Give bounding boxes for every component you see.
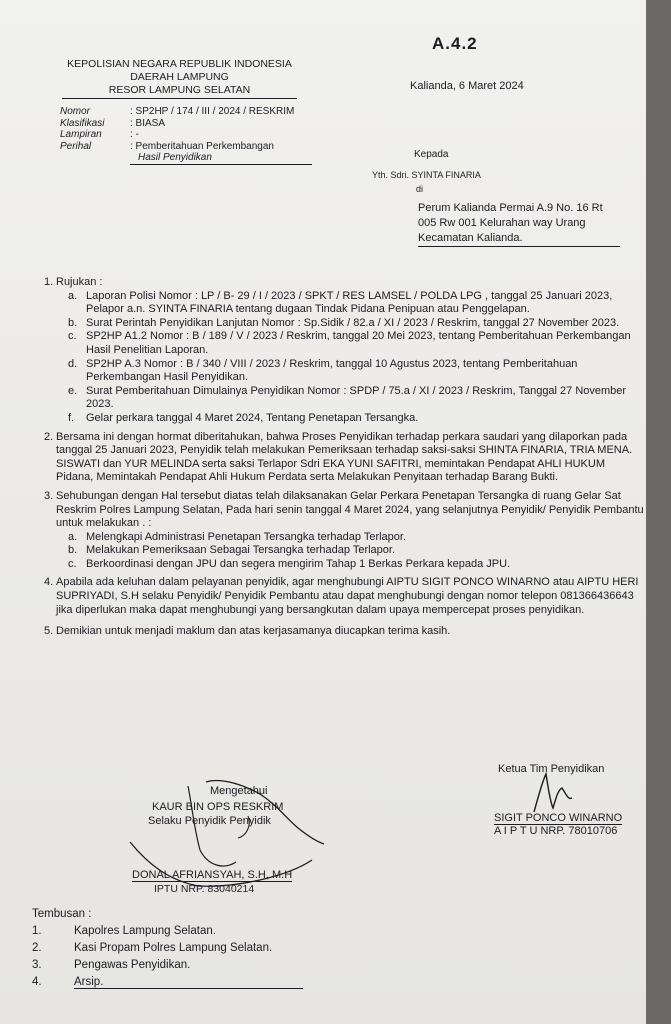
left-line2: KAUR BIN OPS RESKRIM [152,801,284,813]
left-line1: Mengetahui [210,785,268,797]
section-5-closing [44,625,644,639]
section-4 [44,576,644,617]
item-text: SP2HP A.3 Nomor : B / 340 / VIII / 2023 / Reskrim, tanggal 10 Agustus 2023, tentang Pemberitahuan Perkembangan Hasil Penyidikan. [86,357,578,384]
item-text: Melakukan Pemeriksaan Sebagai Tersangka terhadap Terlapor. [86,544,396,557]
letterhead-line: RESOR LAMPUNG SELATAN [62,84,297,99]
place-date: Kalianda, 6 Maret 2024 [410,80,524,92]
item-text: Melengkapi Administrasi Penetapan Tersangka terhadap Terlapor. [86,530,407,543]
section-number: 5. [44,625,54,638]
item-text: Gelar perkara tanggal 4 Maret 2024, Tentang Penetapan Tersangka. [86,411,419,424]
item-letter: a. [68,530,78,543]
signatory-right-rank: A I P T U NRP. 78010706 [494,825,618,837]
item-text: Berkoordinasi dengan JPU dan segera mengirim Tahap 1 Berkas Perkara kepada JPU. [86,557,511,570]
address-line: Kecamatan Kalianda. [418,231,620,247]
tembusan-title: Tembusan : [32,908,92,920]
tembusan-number: 3. [32,959,42,971]
tembusan-text: Kapolres Lampung Selatan. [74,925,216,937]
letterhead [62,58,297,99]
section-text: Sehubungan dengan Hal tersebut diatas telah dilaksanakan Gelar Perkara Penetapan Tersangka di ruang Gelar Sat Reskrim Polres Lampung Selatan, Pada hari senin tanggal 4 Maret 2024, yang selanjutnya Penyidik/ Penyidik Pembantu untuk melakukan . : [56,489,644,530]
signatory-right-title: Ketua Tim Penyidikan [498,763,605,775]
item-letter: f. [68,411,75,424]
section-number: 1. [44,276,54,288]
signatory-left-name: DONAL AFRIANSYAH, S.H, M.H [132,869,293,881]
signatory-right-name: SIGIT PONCO WINARNO [494,812,623,824]
letter-meta [60,106,312,165]
tembusan-text: Pengawas Penyidikan. [74,959,191,971]
closing-text: Demikian untuk menjadi maklum dan atas kerjasamanya diucapkan terima kasih. [56,625,451,638]
section-text: Rujukan : [56,276,103,288]
item-letter: c. [68,330,77,343]
list-item [32,923,303,940]
recipient-di: di [416,184,424,194]
signatory-right [494,812,622,838]
address-line: 005 Rw 001 Kelurahan way Urang [418,217,586,229]
section-number: 2. [44,430,54,443]
section-2 [44,431,644,485]
list-item [56,385,644,412]
tembusan-text: Arsip. [74,976,303,989]
meta-value: : BIASA [130,117,166,129]
list-item [32,957,303,974]
meta-value: : - [130,129,139,140]
list-item [32,974,303,991]
tembusan-number: 1. [32,925,42,937]
meta-label: Klasifikasi [60,117,105,129]
item-letter: a. [68,289,78,302]
item-letter: e. [68,384,78,397]
tembusan-number: 2. [32,942,42,954]
item-letter: b. [68,544,78,557]
recipient-name: Yth. Sdri. SYINTA FINARIA [372,170,481,180]
recipient-address [418,201,620,247]
letterhead-line: KEPOLISIAN NEGARA REPUBLIK INDONESIA [67,58,292,70]
signatory-left-rank: IPTU NRP. 83040214 [154,883,255,895]
letter-body [44,276,644,644]
address-line: Perum Kalianda Permai A.9 No. 16 Rt [418,202,603,214]
list-item [56,531,644,545]
item-text: Laporan Polisi Nomor : LP / B- 29 / I / 2023 / SPKT / RES LAMSEL / POLDA LPG , tanggal 25 Januari 2023, Pelapor a.n. SYINTA FINARIA tentang dugaan Tindak Pidana Penipuan atau Penggelapan. [86,289,613,316]
section-3 [44,490,644,572]
recipient-kepada: Kepada [414,149,449,160]
meta-label: Perihal [60,140,92,152]
section-text: Apabila ada keluhan dalam pelayanan penyidik, agar menghubungi AIPTU SIGIT PONCO WINARNO atau AIPTU HERI SUPRIYADI, S.H selaku Penyidik/ Penyidik Pembantu atau dapat menghubungi dengan nomor telepon 081366436643 jika diperlukan maka dapat menghubungi yang bersangkutan dalam upaya mempercepat proses penyidikan. [56,576,639,616]
item-letter: c. [68,557,77,570]
section-number: 3. [44,489,54,502]
meta-label [60,152,130,164]
item-text: Surat Perintah Penyidikan Lanjutan Nomor : Sp.Sidik / 82.a / XI / 2023 / Reskrim, tanggal 27 November 2023. [86,316,620,329]
meta-value: : SP2HP / 174 / III / 2024 / RESKRIM [130,106,295,117]
list-item [56,290,644,317]
list-item [56,558,644,572]
list-item [56,330,644,357]
meta-label: Lampiran [60,129,102,140]
list-item [56,317,644,331]
section-number: 4. [44,576,54,589]
list-item [56,544,644,558]
tembusan [32,906,303,991]
left-line3: Selaku Penyidik Penyidik [148,815,271,827]
list-item [56,412,644,426]
meta-value: : Pemberitahuan Perkembangan [130,140,274,152]
list-item [56,358,644,385]
handwritten-signature-right [520,768,580,818]
form-code: A.4.2 [432,34,478,53]
tembusan-number: 4. [32,976,42,988]
letterhead-line: DAERAH LAMPUNG [130,71,229,83]
item-letter: d. [68,357,78,370]
item-text: Surat Pemberitahuan Dimulainya Penyidikan Nomor : SPDP / 75.a / XI / 2023 / Reskrim, Tanggal 27 November 2023. [86,384,627,411]
meta-label: Nomor [60,106,91,117]
tembusan-text: Kasi Propam Polres Lampung Selatan. [74,942,273,954]
section-text: Bersama ini dengan hormat diberitahukan, bahwa Proses Penyidikan terhadap perkara saudari yang dilaporkan pada tanggal 25 Januari 2023, Penyidik telah melakukan Pemeriksaan terhadap saksi-saksi SHINTA FINARIA, TRIA MENA. SISWATI dan YUR MELINDA serta saksi Terlapor Sdri EKA YUNI SAFITRI, memintakan Pendapat AHLI HUKUM Pidana, Memintakah Pendapat Ahli Hukum Perdata serta Melakukan Penyitaan terhadap Barang Bukti. [56,430,633,484]
list-item [32,940,303,957]
section-1 [44,276,644,426]
item-text: SP2HP A1.2 Nomor : B / 189 / V / 2023 / Reskrim, tanggal 20 Mei 2023, tentang Pemberitahuan Perkembangan Hasil Penelitian Laporan. [86,330,631,356]
item-letter: b. [68,316,78,329]
signatory-left-block [128,776,328,895]
meta-value: Hasil Penyidikan [130,152,312,164]
